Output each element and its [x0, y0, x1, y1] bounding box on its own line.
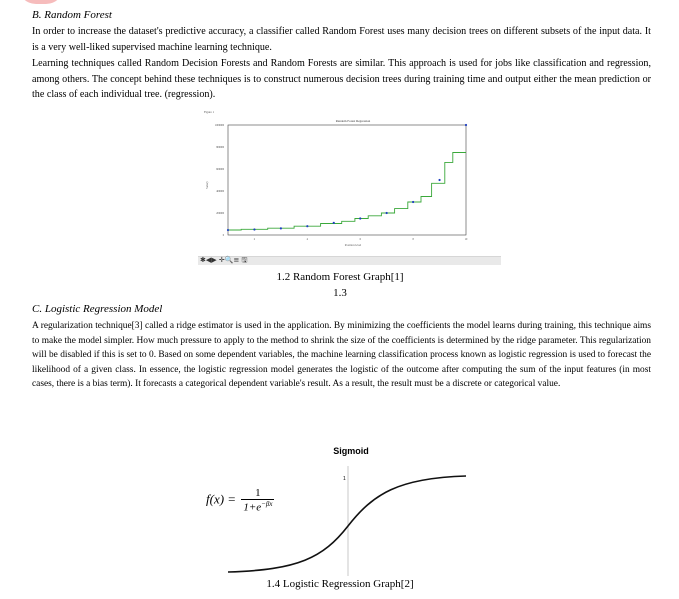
formula-exponent: −βx: [261, 500, 273, 508]
rf-data-point: [333, 222, 335, 224]
rf-y-tick-label: 200000: [216, 212, 224, 215]
rf-plot-area: [215, 124, 468, 241]
random-forest-caption: 1.2 Random Forest Graph[1]: [276, 271, 404, 283]
formula-numerator: 1: [241, 487, 274, 500]
rf-data-point: [359, 217, 361, 219]
rf-x-tick-label: 8: [412, 238, 414, 241]
rf-data-point: [306, 225, 308, 227]
rf-x-tick-label: 10: [464, 238, 468, 241]
random-forest-chart: [198, 105, 501, 257]
rf-data-point: [253, 228, 255, 230]
rf-x-tick-label: 4: [306, 238, 308, 241]
sigmoid-y-tick-1: 1: [343, 476, 346, 482]
rf-data-point: [438, 179, 440, 181]
decorative-header-shape: [18, 0, 64, 4]
random-forest-subcaption: 1.3: [333, 287, 347, 299]
formula-denominator: $1+e^{-\beta x}$: [243, 500, 273, 514]
figure-toolbar: [198, 256, 501, 265]
toolbar-icons[interactable]: ✱◀▶ ✛🔍≡ 🖫: [200, 256, 248, 264]
section-heading-logistic-regression: C. Logistic Regression Model: [32, 303, 163, 315]
logistic-regression-caption: 1.4 Logistic Regression Graph[2]: [266, 578, 414, 590]
random-forest-paragraph-2: Learning techniques called Random Decision Forests and Random Forests are similar. This approach is used for jobs like classification and regression, among others. The concept behind these techniques is to construct numerous decision trees during training time and output either the mean prediction or the class of each individual tree. (regression).: [32, 58, 651, 100]
section-heading-random-forest: B. Random Forest: [32, 9, 112, 21]
rf-y-tick-label: 1000000: [214, 124, 224, 127]
sigmoid-formula: [206, 487, 274, 514]
rf-x-tick-label: 2: [253, 238, 256, 241]
rf-data-point: [465, 124, 467, 126]
rf-y-tick-label: 0: [222, 234, 224, 237]
rf-y-tick-label: 400000: [216, 190, 224, 193]
rf-prediction-line: [228, 153, 466, 231]
formula-fraction: [241, 487, 274, 514]
rf-data-point: [227, 229, 229, 231]
formula-lhs: f(x) =: [206, 491, 237, 507]
rf-data-point: [386, 212, 388, 214]
rf-data-point: [412, 201, 414, 203]
sigmoid-title: Sigmoid: [333, 446, 369, 456]
logistic-regression-paragraph: A regularization technique[3] called a ridge estimator is used in the application. By minimizing the coefficients the model learns during training, this technique aims to make the model simpler. How much pressure to apply to the method to shrink the size of the coefficients is determined by the ridge parameter. This regularization will be disabled if this is set to 0. Based on some dependent variables, the machine learning classification process known as logistic regression is used to forecast the likelihood of a given class. In essence, the logistic regression model generates the logistic of the outcome after computing the sum of the input features (in most cases, there is a bias term). It forecasts a categorical dependent variable's result. As a result, the result must be a discrete or categorical value.: [32, 321, 651, 389]
rf-y-tick-label: 800000: [216, 146, 224, 149]
rf-x-tick-label: 6: [359, 238, 361, 241]
rf-chart-title: Random Forest Regression: [335, 119, 371, 123]
random-forest-figure: [198, 105, 501, 265]
rf-y-axis-label: Salary: [205, 181, 209, 189]
rf-x-axis-label: Position level: [344, 243, 362, 247]
rf-y-tick-label: 600000: [216, 168, 224, 171]
rf-data-point: [280, 227, 282, 229]
rf-axes-frame: [228, 125, 466, 235]
random-forest-paragraph-1: In order to increase the dataset's predictive accuracy, a classifier called Random Forest uses many decision trees on different subsets of the input data. It is a very well-liked supervised machine learning technique.: [32, 26, 651, 53]
figure-window-label: Figure 1: [204, 110, 215, 114]
